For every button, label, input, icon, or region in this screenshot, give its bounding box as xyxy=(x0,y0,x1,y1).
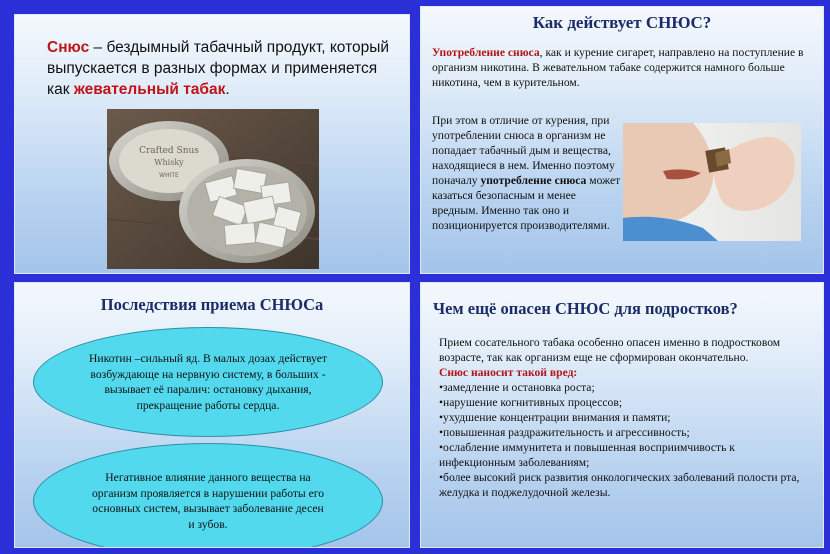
panel-consequences xyxy=(14,282,410,548)
panel3-title: Последствия приема СНЮСа xyxy=(100,295,324,314)
panel2-paragraph-2 xyxy=(432,113,625,233)
intro-middle: – бездымный табачный продукт, который выпускается в разных формах и применяется как xyxy=(47,39,390,98)
harm-item: •более высокий риск развития онкологических заболеваний полости рта, желудка и поджелудочной железы. xyxy=(439,471,800,499)
intro-text xyxy=(47,37,392,100)
panel4-title: Чем ещё опасен СНЮС для подростков? xyxy=(433,299,738,318)
panel-teen-danger xyxy=(420,282,824,548)
harm-item: •замедление и остановка роста; xyxy=(439,381,595,394)
harm-list xyxy=(439,380,809,500)
panel2-paragraph-1-rest: , как и курение сигарет, направлено на поступление в организм никотина. В жевательном табаке содержится намного больше никотина, чем в курительном. xyxy=(432,46,804,89)
tin-type-label: WHITE xyxy=(159,172,179,179)
negative-effects-text: Негативное влияние данного вещества на организм проявляется в нарушении работы его основных систем, вызывает заболевание десен и зубов. xyxy=(91,471,325,531)
harm-item: •нарушение когнитивных процессов; xyxy=(439,396,623,409)
harm-item: •повышенная раздражительность и агрессивность; xyxy=(439,426,690,439)
panel2-paragraph-1 xyxy=(432,45,812,90)
harm-heading: Снюс наносит такой вред: xyxy=(439,366,578,379)
harm-item: •ухудшение концентрации внимания и памяти; xyxy=(439,411,671,424)
panel2-paragraph-2-bold: употребление снюса xyxy=(480,174,587,187)
panel2-title: Как действует СНЮС? xyxy=(532,13,712,32)
harm-item: •ослабление иммунитета и повышенная восприимчивость к инфекционным заболеваниям; xyxy=(439,441,735,469)
panel4-intro: Прием сосательного табака особенно опасен именно в подростковом возрасте, так как организм еще не сформирован окончательно. xyxy=(439,336,781,364)
term-snus: Снюс xyxy=(47,39,90,56)
panel-how-snus-works xyxy=(420,6,824,274)
panel2-paragraph-2-start: При этом в отличие от курения, при употреблении снюса в организм не попадает табачный дым и вещества, находящиеся в нем. Именно поэтому поначалу xyxy=(432,114,615,187)
man-using-snus-photo xyxy=(623,123,801,241)
tin-flavor-label: Whisky xyxy=(154,158,184,167)
nicotine-poison-oval xyxy=(33,327,383,437)
negative-effects-oval xyxy=(33,443,383,548)
panel-what-is-snus xyxy=(14,14,410,274)
term-snus-use: Употребление снюса xyxy=(432,46,540,59)
panel2-paragraph-2-end: может казаться безопасным и менее вредным. Именно так оно и позиционируется производителями. xyxy=(432,174,621,232)
panel4-body xyxy=(439,335,809,500)
snus-tin-photo xyxy=(107,109,319,269)
intro-end: . xyxy=(225,81,230,98)
tin-brand-label: Crafted Snus xyxy=(139,146,199,156)
term-chewing-tobacco: жевательный табак xyxy=(73,81,226,98)
nicotine-poison-text: Никотин –сильный яд. В малых дозах действует возбуждающе на нервную систему, в больших - вызывает её паралич: остановку дыхания, прекращение работы сердца. xyxy=(89,352,327,412)
